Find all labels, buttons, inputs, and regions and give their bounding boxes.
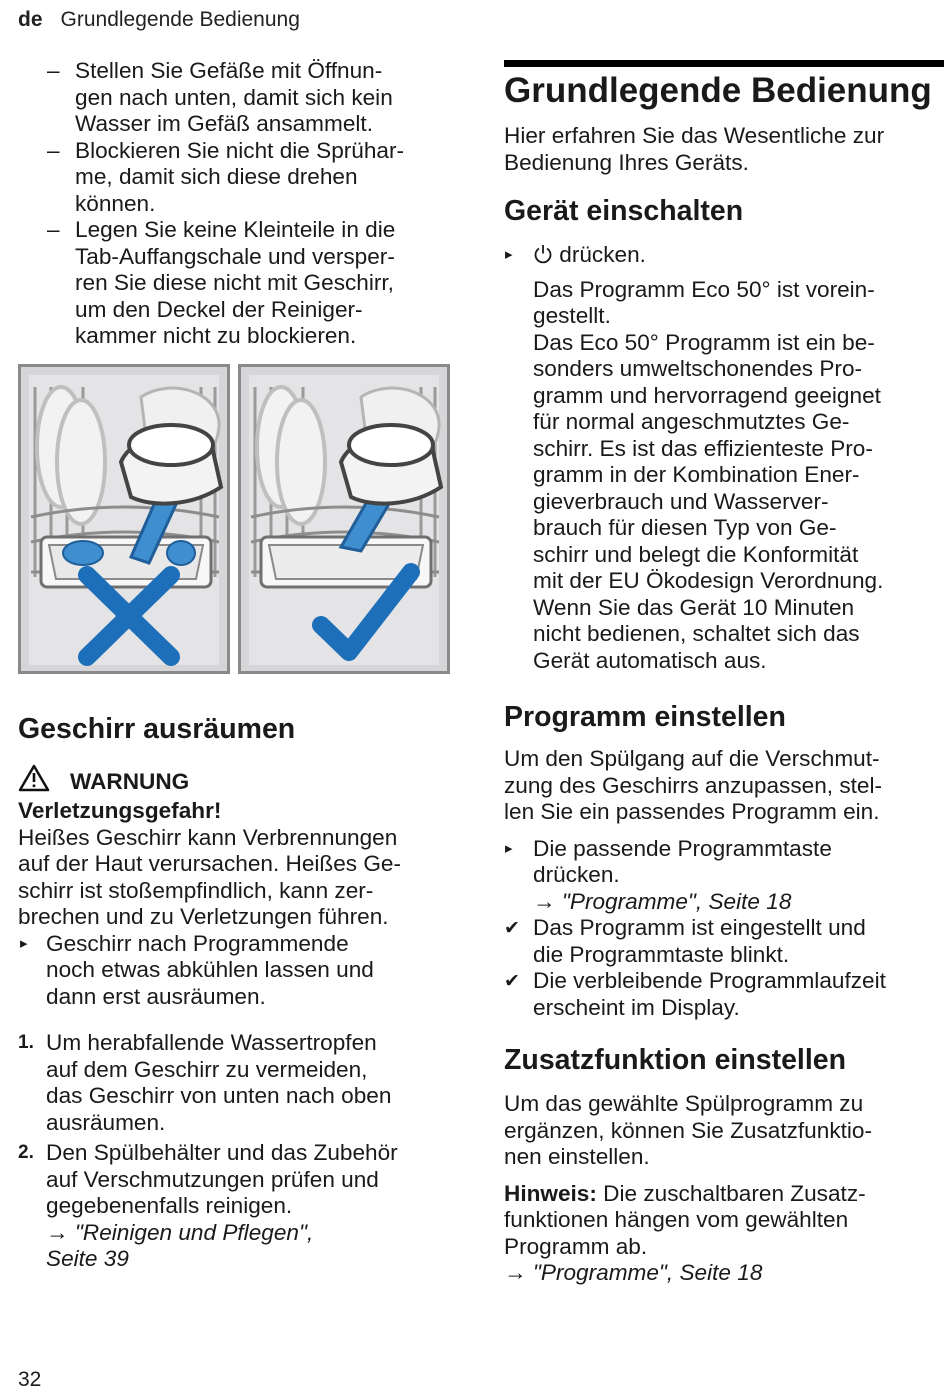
cross-reference-text: "Programme", Seite 18 bbox=[532, 1260, 763, 1285]
warning-triangle-icon bbox=[18, 764, 50, 799]
page-number: 32 bbox=[18, 1368, 42, 1391]
list-item-text: Legen Sie keine Kleinteile in die Tab-Auffangschale und versper- ren Sie diese nicht mit Geschirr, um den Deckel der Reiniger- kammer nicht zu blockieren. bbox=[75, 217, 396, 348]
action-step-text: drücken. bbox=[559, 242, 646, 267]
step-text: Den Spülbehälter und das Zubehör auf Verschmutzungen prüfen und gegebenenfalls reinigen. bbox=[46, 1140, 398, 1218]
illustration-pair bbox=[18, 364, 463, 678]
action-step-text: Die passende Programmtaste drücken. bbox=[533, 835, 832, 887]
note-label: Hinweis: bbox=[504, 1180, 597, 1206]
warning-action-text: Geschirr nach Programmende noch etwas abkühlen lassen und dann erst ausräumen. bbox=[46, 930, 374, 1009]
result-item bbox=[504, 915, 944, 968]
illustration-wrong bbox=[18, 364, 230, 674]
note-paragraph bbox=[504, 1181, 944, 1261]
illustration-correct bbox=[238, 364, 450, 674]
dash-marker: – bbox=[47, 217, 60, 242]
arrow-icon: → bbox=[533, 888, 556, 914]
section-title-geschirr-ausraeumen: Geschirr ausräumen bbox=[18, 712, 296, 745]
left-column bbox=[18, 58, 463, 1273]
triangle-bullet-icon: ▸ bbox=[20, 934, 28, 952]
action-step bbox=[504, 242, 944, 269]
wrong-placement-drawing bbox=[21, 367, 227, 671]
cross-reference[interactable] bbox=[504, 1260, 944, 1287]
arrow-icon: → bbox=[504, 1260, 527, 1285]
warning-text: Heißes Geschirr kann Verbrennungen auf der Haut verursachen. Heißes Ge- schirr ist stoßempfindlich, kann zer- brechen und zu Verletzungen führen. bbox=[18, 824, 402, 929]
note-text: Die zuschaltbaren Zusatz- funktionen hängen vom gewählten Programm ab. bbox=[504, 1180, 866, 1259]
triangle-bullet-icon: ▸ bbox=[505, 246, 513, 263]
list-item bbox=[18, 217, 463, 350]
section-title-zusatzfunktion: Zusatzfunktion einstellen bbox=[504, 1044, 847, 1076]
cross-reference[interactable] bbox=[46, 1220, 463, 1273]
step-number: 2. bbox=[18, 1142, 34, 1163]
step-text: Um herabfallende Wassertropfen auf dem Geschirr zu vermeiden, das Geschirr von unten nach oben ausräumen. bbox=[46, 1030, 392, 1135]
warning-action bbox=[18, 931, 463, 1011]
cross-reference-text: "Programme", Seite 18 bbox=[561, 888, 792, 914]
section-intro: Um das gewählte Spülprogramm zu ergänzen, können Sie Zusatzfunktio- nen einstellen. bbox=[504, 1091, 872, 1169]
dash-marker: – bbox=[47, 58, 60, 83]
intro-text: Hier erfahren Sie das Wesentliche zur Bedienung Ihres Geräts. bbox=[504, 123, 885, 175]
header-section-title: Grundlegende Bedienung bbox=[60, 8, 300, 31]
action-step bbox=[504, 836, 944, 916]
list-item bbox=[18, 138, 463, 218]
cross-reference[interactable] bbox=[533, 889, 944, 916]
check-icon: ✔ bbox=[504, 918, 520, 939]
result-item bbox=[504, 968, 944, 1021]
step-number: 1. bbox=[18, 1032, 34, 1053]
title-rule bbox=[504, 60, 944, 111]
triangle-bullet-icon: ▸ bbox=[505, 839, 513, 857]
list-item-text: Stellen Sie Gefäße mit Öffnun- gen nach unten, damit sich kein Wasser im Gefäß ansammelt. bbox=[75, 58, 393, 136]
right-column bbox=[504, 60, 944, 1287]
section-title-geraet-einschalten: Gerät einschalten bbox=[504, 195, 744, 227]
result-text: Die verbleibende Programmlaufzeit erscheint im Display. bbox=[533, 968, 886, 1020]
check-icon: ✔ bbox=[504, 971, 520, 992]
step-result-text: Das Programm Eco 50° ist vorein- gestellt. Das Eco 50° Programm ist ein be- sonders umweltschonendes Pro- gramm und hervorragend geeignet für normal angeschmutztes Ge- schirr. Es ist das effizienteste Pro- gramm in der Kombination Ener- gieverbrauch und Wasserver- brauch für diesen Typ von Ge- schirr und belegt die Konformität mit der EU Ökodesign Verordnung. Wenn Sie das Gerät 10 Minuten nicht bedienen, schaltet sich das Gerät automatisch aus. bbox=[533, 276, 884, 673]
page-header bbox=[18, 8, 300, 32]
warning-label: WARNUNG bbox=[70, 768, 190, 794]
cross-reference-text: "Reinigen und Pflegen", Seite 39 bbox=[46, 1219, 314, 1271]
warning-subtitle: Verletzungsgefahr! bbox=[18, 798, 222, 823]
result-text: Das Programm ist eingestellt und die Programmtaste blinkt. bbox=[533, 915, 866, 967]
numbered-step bbox=[18, 1140, 463, 1273]
list-item-text: Blockieren Sie nicht die Sprühar- me, damit sich diese drehen können. bbox=[75, 137, 405, 216]
power-icon bbox=[533, 244, 553, 264]
section-intro: Um den Spülgang auf die Verschmut- zung des Geschirrs anzupassen, stel- len Sie ein passendes Programm ein. bbox=[504, 746, 883, 824]
correct-placement-drawing bbox=[241, 367, 447, 671]
page-title: Grundlegende Bedienung bbox=[504, 71, 932, 110]
dash-marker: – bbox=[47, 137, 60, 163]
section-title-programm-einstellen: Programm einstellen bbox=[504, 701, 786, 733]
numbered-step bbox=[18, 1030, 463, 1136]
warning-box bbox=[18, 764, 463, 799]
arrow-icon: → bbox=[46, 1219, 69, 1245]
language-code: de bbox=[18, 8, 43, 31]
list-item bbox=[18, 58, 463, 138]
